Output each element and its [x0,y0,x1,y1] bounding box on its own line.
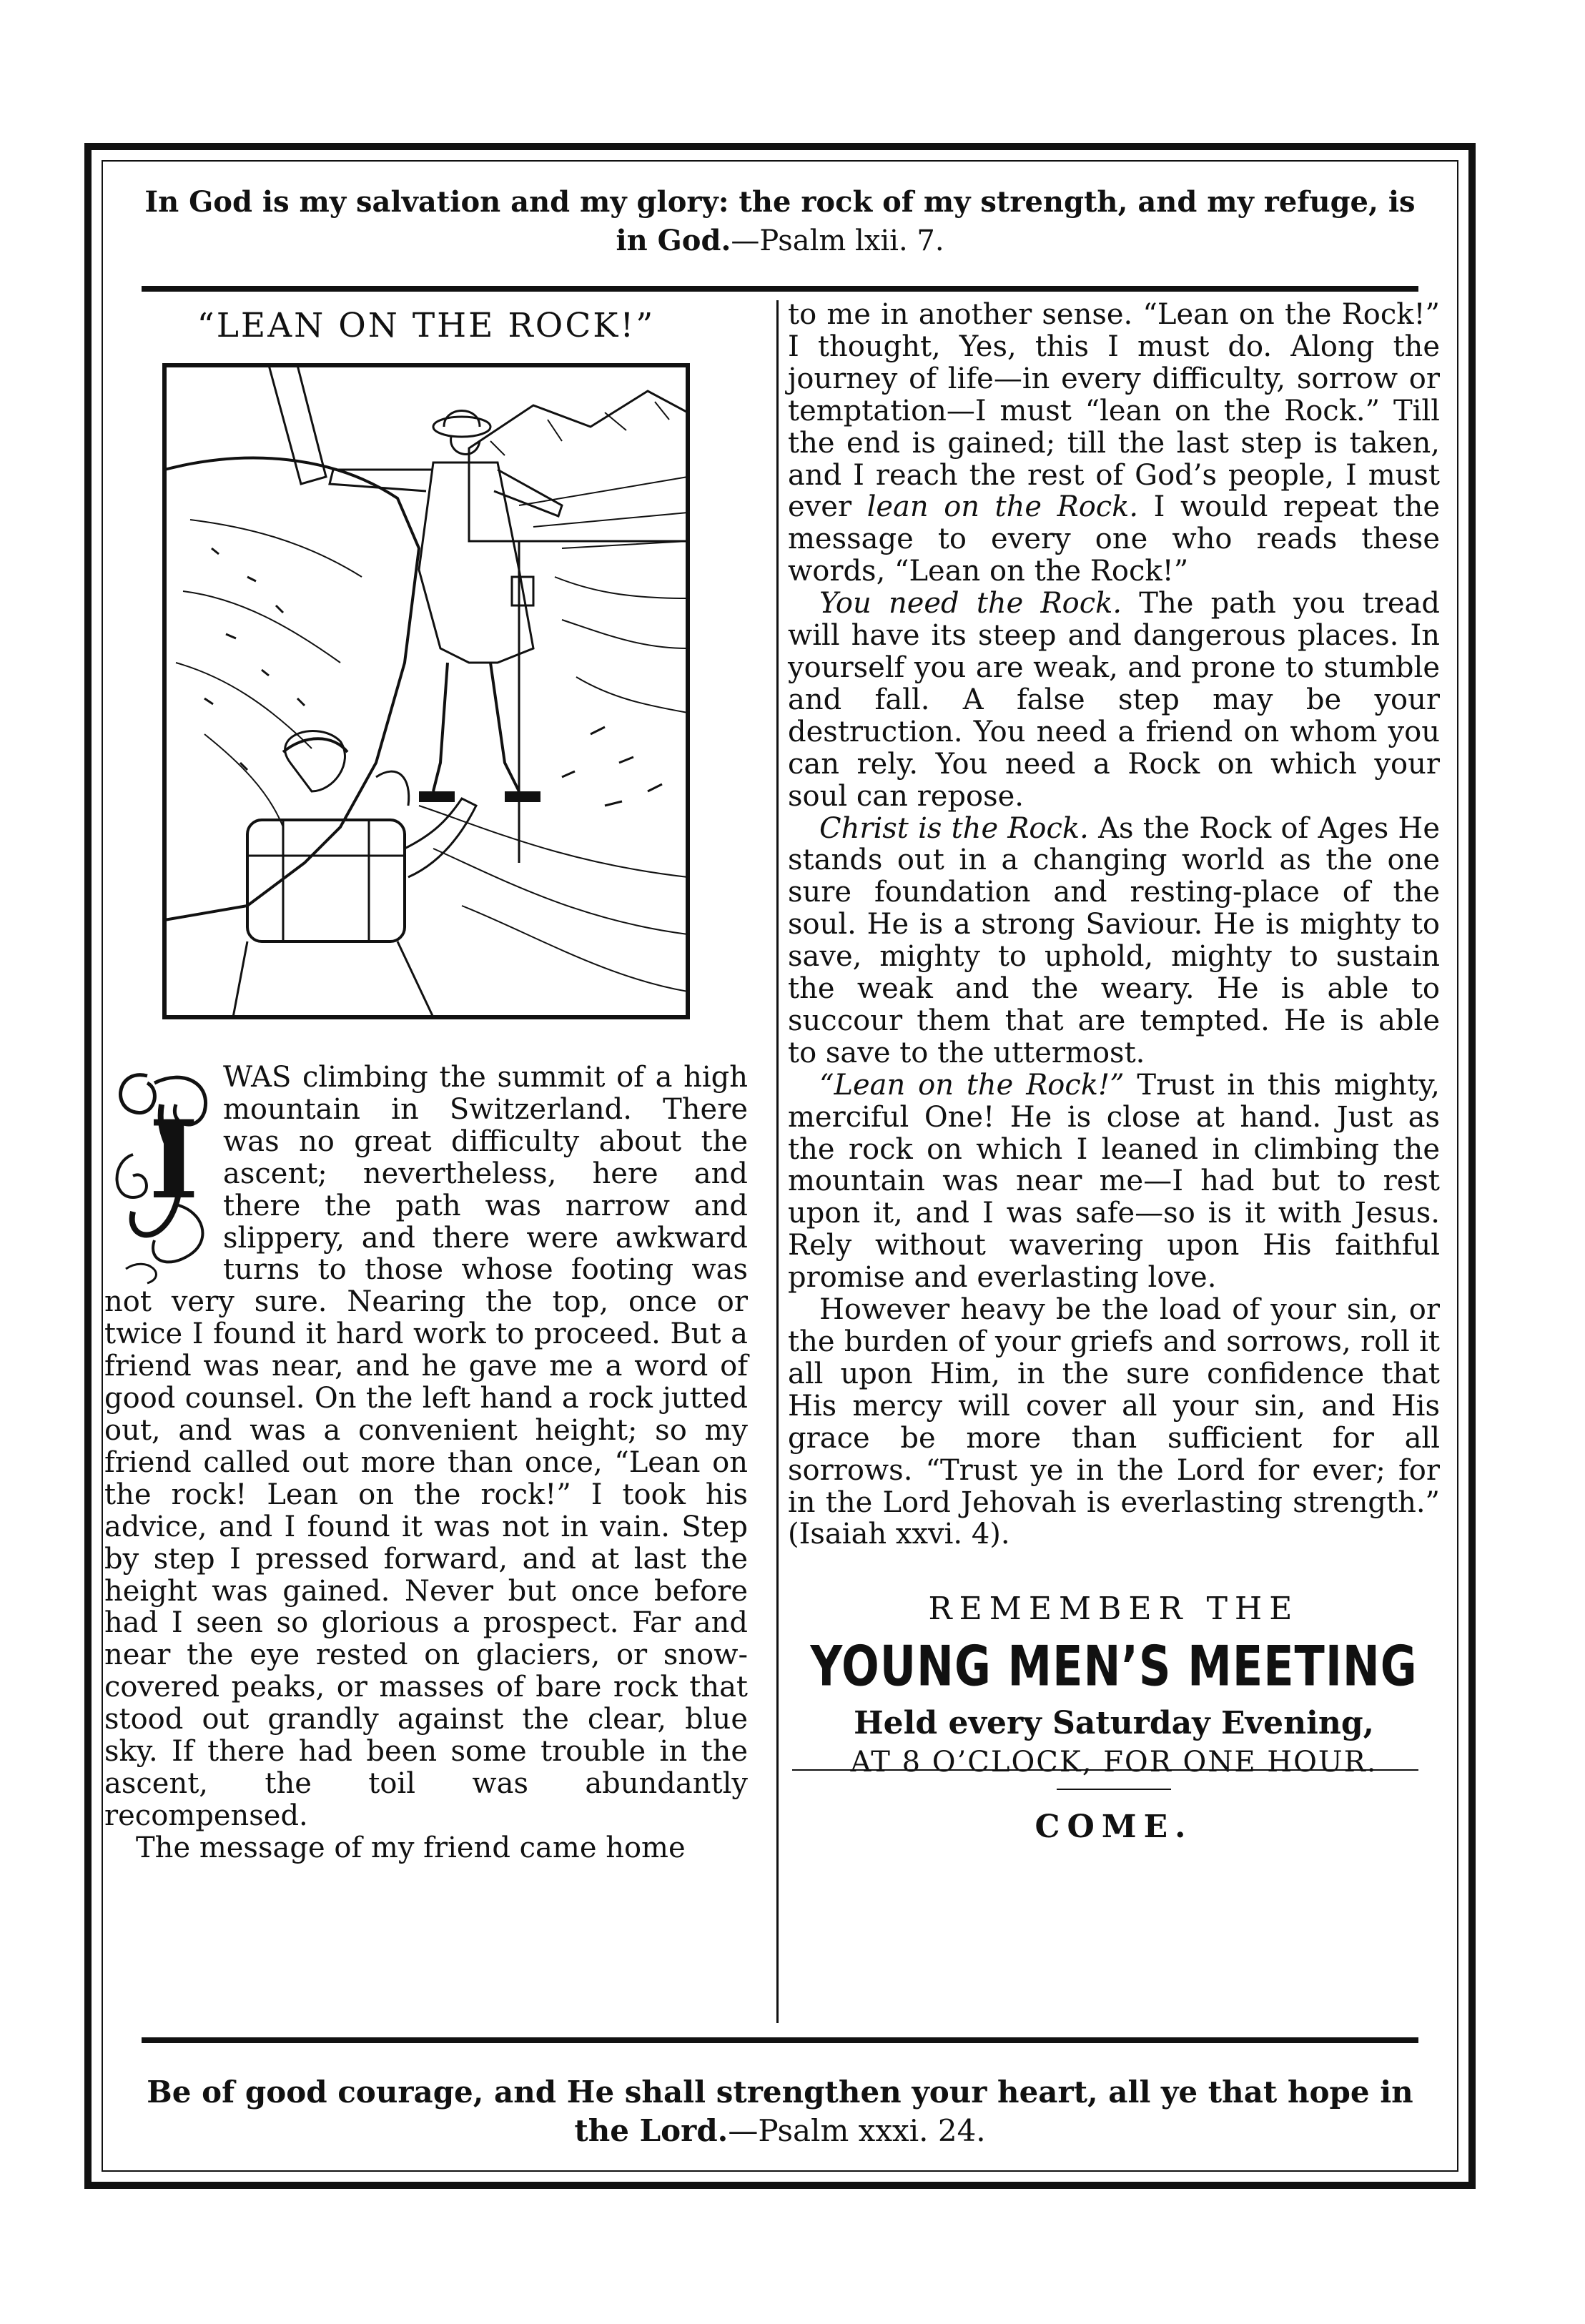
bottom-verse-text: Be of good courage, and He shall strengthen your heart, all ye that hope in the Lord. [147,2075,1413,2148]
opening-paragraph: WAS climbing the summit of a high mountain in Switzerland. There was no great difficulty about the ascent; nevertheless, here and there the path was narrow and slippery, and there were awkward turns to those whose footing was not very sure. Nearing the top, once or twice I found it hard work to proceed. But a friend was near, and he gave me a word of good counsel. On the left hand a rock jutted out, and was a convenient height; so my friend called out more than once, “Lean on the rock! Lean on the rock!” I took his advice, and I found it was not in vain. Step by step I pressed forward, and at last the height was gained. Never but once before had I seen so glorious a prospect. Far and near the eye rested on glaciers, or snow-covered peaks, or masses of bare rock that stood out grandly against the clear, blue sky. If there had been some trouble in the ascent, the toil was abundantly recompensed. [104,1061,748,1832]
notice-meeting-title: YOUNG MEN’S MEETING [810,1633,1418,1699]
article-title: “LEAN ON THE ROCK!” [197,306,656,345]
meeting-notice [788,1591,1440,1845]
p5-em: “Lean on the Rock!” [819,1068,1125,1102]
top-verse [134,183,1426,260]
p2-end: I would repeat the message to every one who reads these words, “Lean on the Rock!” [788,490,1441,588]
bottom-verse [134,2073,1426,2150]
bottom-verse-reference: —Psalm xxxi. 24. [728,2113,986,2148]
left-column [104,299,748,2029]
p4-text: As the Rock of Ages He stands out in a changing world as the one sure foundation and resting-place of the soul. He is a strong Saviour. He is mighty to save, mighty to uphold, mighty to sustain the weak and the weary. He is able to succour them that are tempted. He is able to save to the uttermost. [788,811,1440,1069]
top-verse-text: In God is my salvation and my glory: the rock of my strength, and my refuge, is in God. [144,185,1416,257]
article-opening [104,1062,748,1864]
p2-text: to me in another sense. “Lean on the Rock!” I thought, Yes, this I must do. Along the journey of life—in every difficulty, sorrow or temptation—I must “lean on the Rock.” Till the end is gained; till the last step is taken, and I reach the rest of God’s people, I must ever [788,298,1440,524]
paragraph-2-continued [788,299,1440,588]
top-verse-reference: —Psalm lxii. 7. [731,224,944,257]
p3-em: You need the Rock. [819,587,1122,620]
top-divider [142,286,1418,292]
dropcap-letter: I [149,1097,199,1223]
column-divider [776,300,779,2023]
notice-come: COME. [1035,1809,1193,1846]
paragraph-6: However heavy be the load of your sin, or the burden of your griefs and sorrows, roll it all upon Him, in the sure confidence that His mercy will cover all your sin, and His grace be more than sufficient for all sorrows. “Trust ye in the Lord for ever; for in the Lord Jehovah is everlasting strength.” (Isaiah xxvi. 4). [788,1293,1440,1551]
mountain-climbers-illustration [162,362,691,1020]
p2-em: lean on the Rock. [866,490,1139,524]
paragraph-5 [788,1069,1440,1294]
paragraph-4 [788,813,1440,1069]
paragraph-2-start: The message of my friend came home [136,1831,686,1864]
right-column [788,299,1440,2029]
ornamental-initial-i [104,1062,219,1285]
notice-remember: REMEMBER THE [928,1591,1300,1628]
p5-text: Trust in this mighty, merciful One! He is close at hand. Just as the rock on which I leaned in climbing the mountain was near me—I had but to rest upon it, and I was safe—so is it with Jesus. Rely without wavering upon His faithful promise and everlasting love. [788,1068,1441,1295]
p4-em: Christ is the Rock. [819,811,1089,845]
notice-time: AT 8 O’CLOCK, FOR ONE HOUR. [850,1746,1378,1779]
bottom-divider [142,2037,1418,2043]
p3-text: The path you tread will have its steep and dangerous places. In yourself you are weak, and prone to stumble and fall. A false step may be your destruction. You need a friend on whom you can rely. You need a Rock on which your soul can repose. [788,587,1440,813]
paragraph-3 [788,588,1440,812]
notice-small-rule [1057,1789,1171,1790]
notice-schedule: Held every Saturday Evening, [854,1705,1374,1742]
